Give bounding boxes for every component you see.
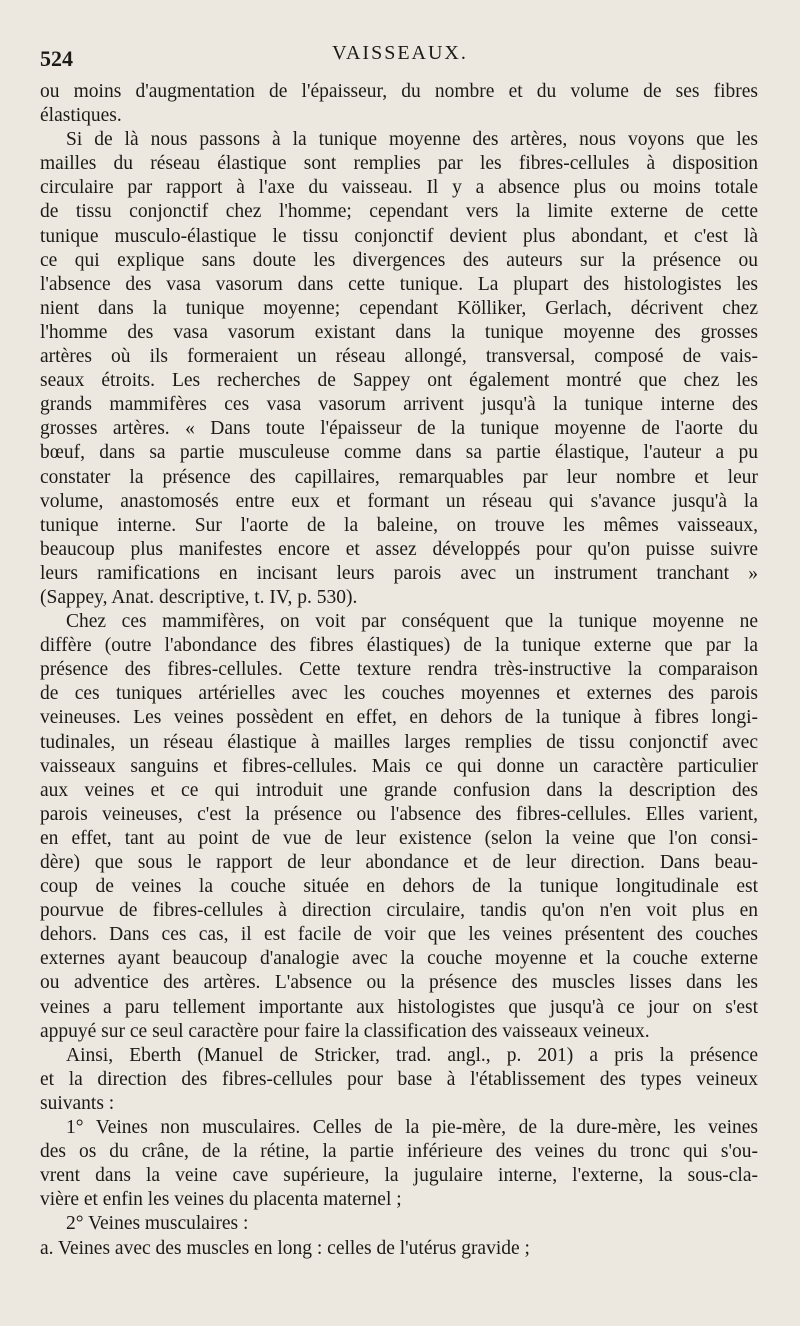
text-line: circulaire par rapport à l'axe du vaisseau. Il y a absence plus ou moins totale [40,177,758,199]
text-line: a. Veines avec des muscles en long : celles de l'utérus gravide ; [40,1237,530,1259]
body-text [40,80,758,1261]
text-line: beaucoup plus manifestes encore et assez développés pour qu'on puisse suivre [40,538,758,560]
text-line: parois veineuses, c'est la présence ou l'absence des fibres-cellules. Elles varient, [40,803,758,825]
text-line: de tissu conjonctif chez l'homme; cependant vers la limite externe de cette [40,201,758,223]
text-line: Ainsi, Eberth (Manuel de Stricker, trad. angl., p. 201) a pris la présence [66,1044,758,1066]
text-line: pourvue de fibres-cellules à direction circulaire, tandis qu'on n'en voit plus en [40,900,758,922]
text-line: des os du crâne, de la rétine, la partie inférieure des veines du tronc qui s'ou- [40,1141,758,1163]
text-line: constater la présence des capillaires, remarquables par leur nombre et leur [40,466,758,488]
text-line: de ces tuniques artérielles avec les couches moyennes et externes des parois [40,683,758,705]
text-line: Chez ces mammifères, on voit par conséquent que la tunique moyenne ne [66,611,758,633]
text-line: dère) que sous le rapport de leur abondance et de leur direction. Dans beau- [40,852,758,873]
text-line: vaisseaux sanguins et fibres-cellules. Mais ce qui donne un caractère particulier [40,755,758,777]
text-line: appuyé sur ce seul caractère pour faire la classification des vaisseaux veineux. [40,1020,650,1042]
text-line: 2° Veines musculaires : [66,1213,249,1235]
text-line: artères où ils formeraient un réseau allongé, transversal, composé de vais- [40,346,758,368]
text-line: l'absence des vasa vasorum dans cette tunique. La plupart des histologistes les [40,273,758,295]
text-line: ou adventice des artères. L'absence ou la présence des muscles lisses dans les [40,972,758,994]
text-line: vrent dans la veine cave supérieure, la jugulaire interne, l'externe, la sous-cla- [40,1165,758,1187]
text-line: vière et enfin les veines du placenta maternel ; [40,1189,402,1211]
text-line: (Sappey, Anat. descriptive, t. IV, p. 530). [40,586,358,608]
text-line: leurs ramifications en incisant leurs parois avec un instrument tranchant » [40,562,758,584]
text-line: grosses artères. « Dans toute l'épaisseur de la tunique moyenne de l'aorte du [40,418,758,440]
text-line: nient dans la tunique moyenne; cependant Kölliker, Gerlach, décrivent chez [40,297,758,319]
text-line: seaux étroits. Les recherches de Sappey ont également montré que chez les [40,370,758,392]
text-line: volume, anastomosés entre eux et formant un réseau qui s'avance jusqu'à la [40,490,758,512]
text-line: coup de veines la couche située en dehors de la tunique longitudinale est [40,876,758,898]
text-line: Si de là nous passons à la tunique moyenne des artères, nous voyons que les [66,129,758,151]
text-line: dehors. Dans ces cas, il est facile de voir que les veines présentent des couches [40,924,758,946]
page-header [40,38,760,78]
text-line: présence des fibres-cellules. Cette texture rendra très-instructive la comparaison [40,659,758,681]
text-line: veineuses. Les veines possèdent en effet, en dehors de la tunique à fibres longi- [40,707,758,729]
text-line: grands mammifères ces vasa vasorum arrivent jusqu'à la tunique interne des [40,394,758,416]
text-line: élastiques. [40,105,122,127]
text-line: tunique musculo-élastique le tissu conjonctif devient plus abondant, et c'est là [40,225,758,247]
text-line: tudinales, un réseau élastique à mailles larges remplies de tissu conjonctif avec [40,731,758,753]
text-line: tunique interne. Sur l'aorte de la baleine, on trouve les mêmes vaisseaux, [40,514,758,536]
page-number: 524 [40,46,73,71]
text-line: l'homme des vasa vasorum existant dans la tunique moyenne des grosses [40,321,758,343]
text-line: ou moins d'augmentation de l'épaisseur, du nombre et du volume de ses fibres [40,81,758,102]
text-line: bœuf, dans sa partie musculeuse comme dans sa partie élastique, l'auteur a pu [40,442,758,464]
text-line: veines a paru tellement importante aux histologistes que jusqu'à ce jour on s'est [40,996,758,1018]
text-line: externes ayant beaucoup d'analogie avec la couche moyenne et la couche externe [40,948,758,970]
text-line: aux veines et ce qui introduit une grande confusion dans la description des [40,779,758,801]
text-line: mailles du réseau élastique sont remplies par les fibres-cellules à disposition [40,153,758,175]
text-line: 1° Veines non musculaires. Celles de la pie-mère, de la dure-mère, les veines [66,1117,758,1139]
text-line: diffère (outre l'abondance des fibres élastiques) de la tunique externe que par la [40,635,758,657]
running-title: VAISSEAUX. [332,42,468,64]
text-line: et la direction des fibres-cellules pour base à l'établissement des types veineux [40,1068,758,1090]
text-line: en effet, tant au point de vue de leur existence (selon la veine que l'on consi- [40,827,758,849]
text-line: suivants : [40,1092,115,1114]
text-line: ce qui explique sans doute les divergences des auteurs sur la présence ou [40,249,758,271]
